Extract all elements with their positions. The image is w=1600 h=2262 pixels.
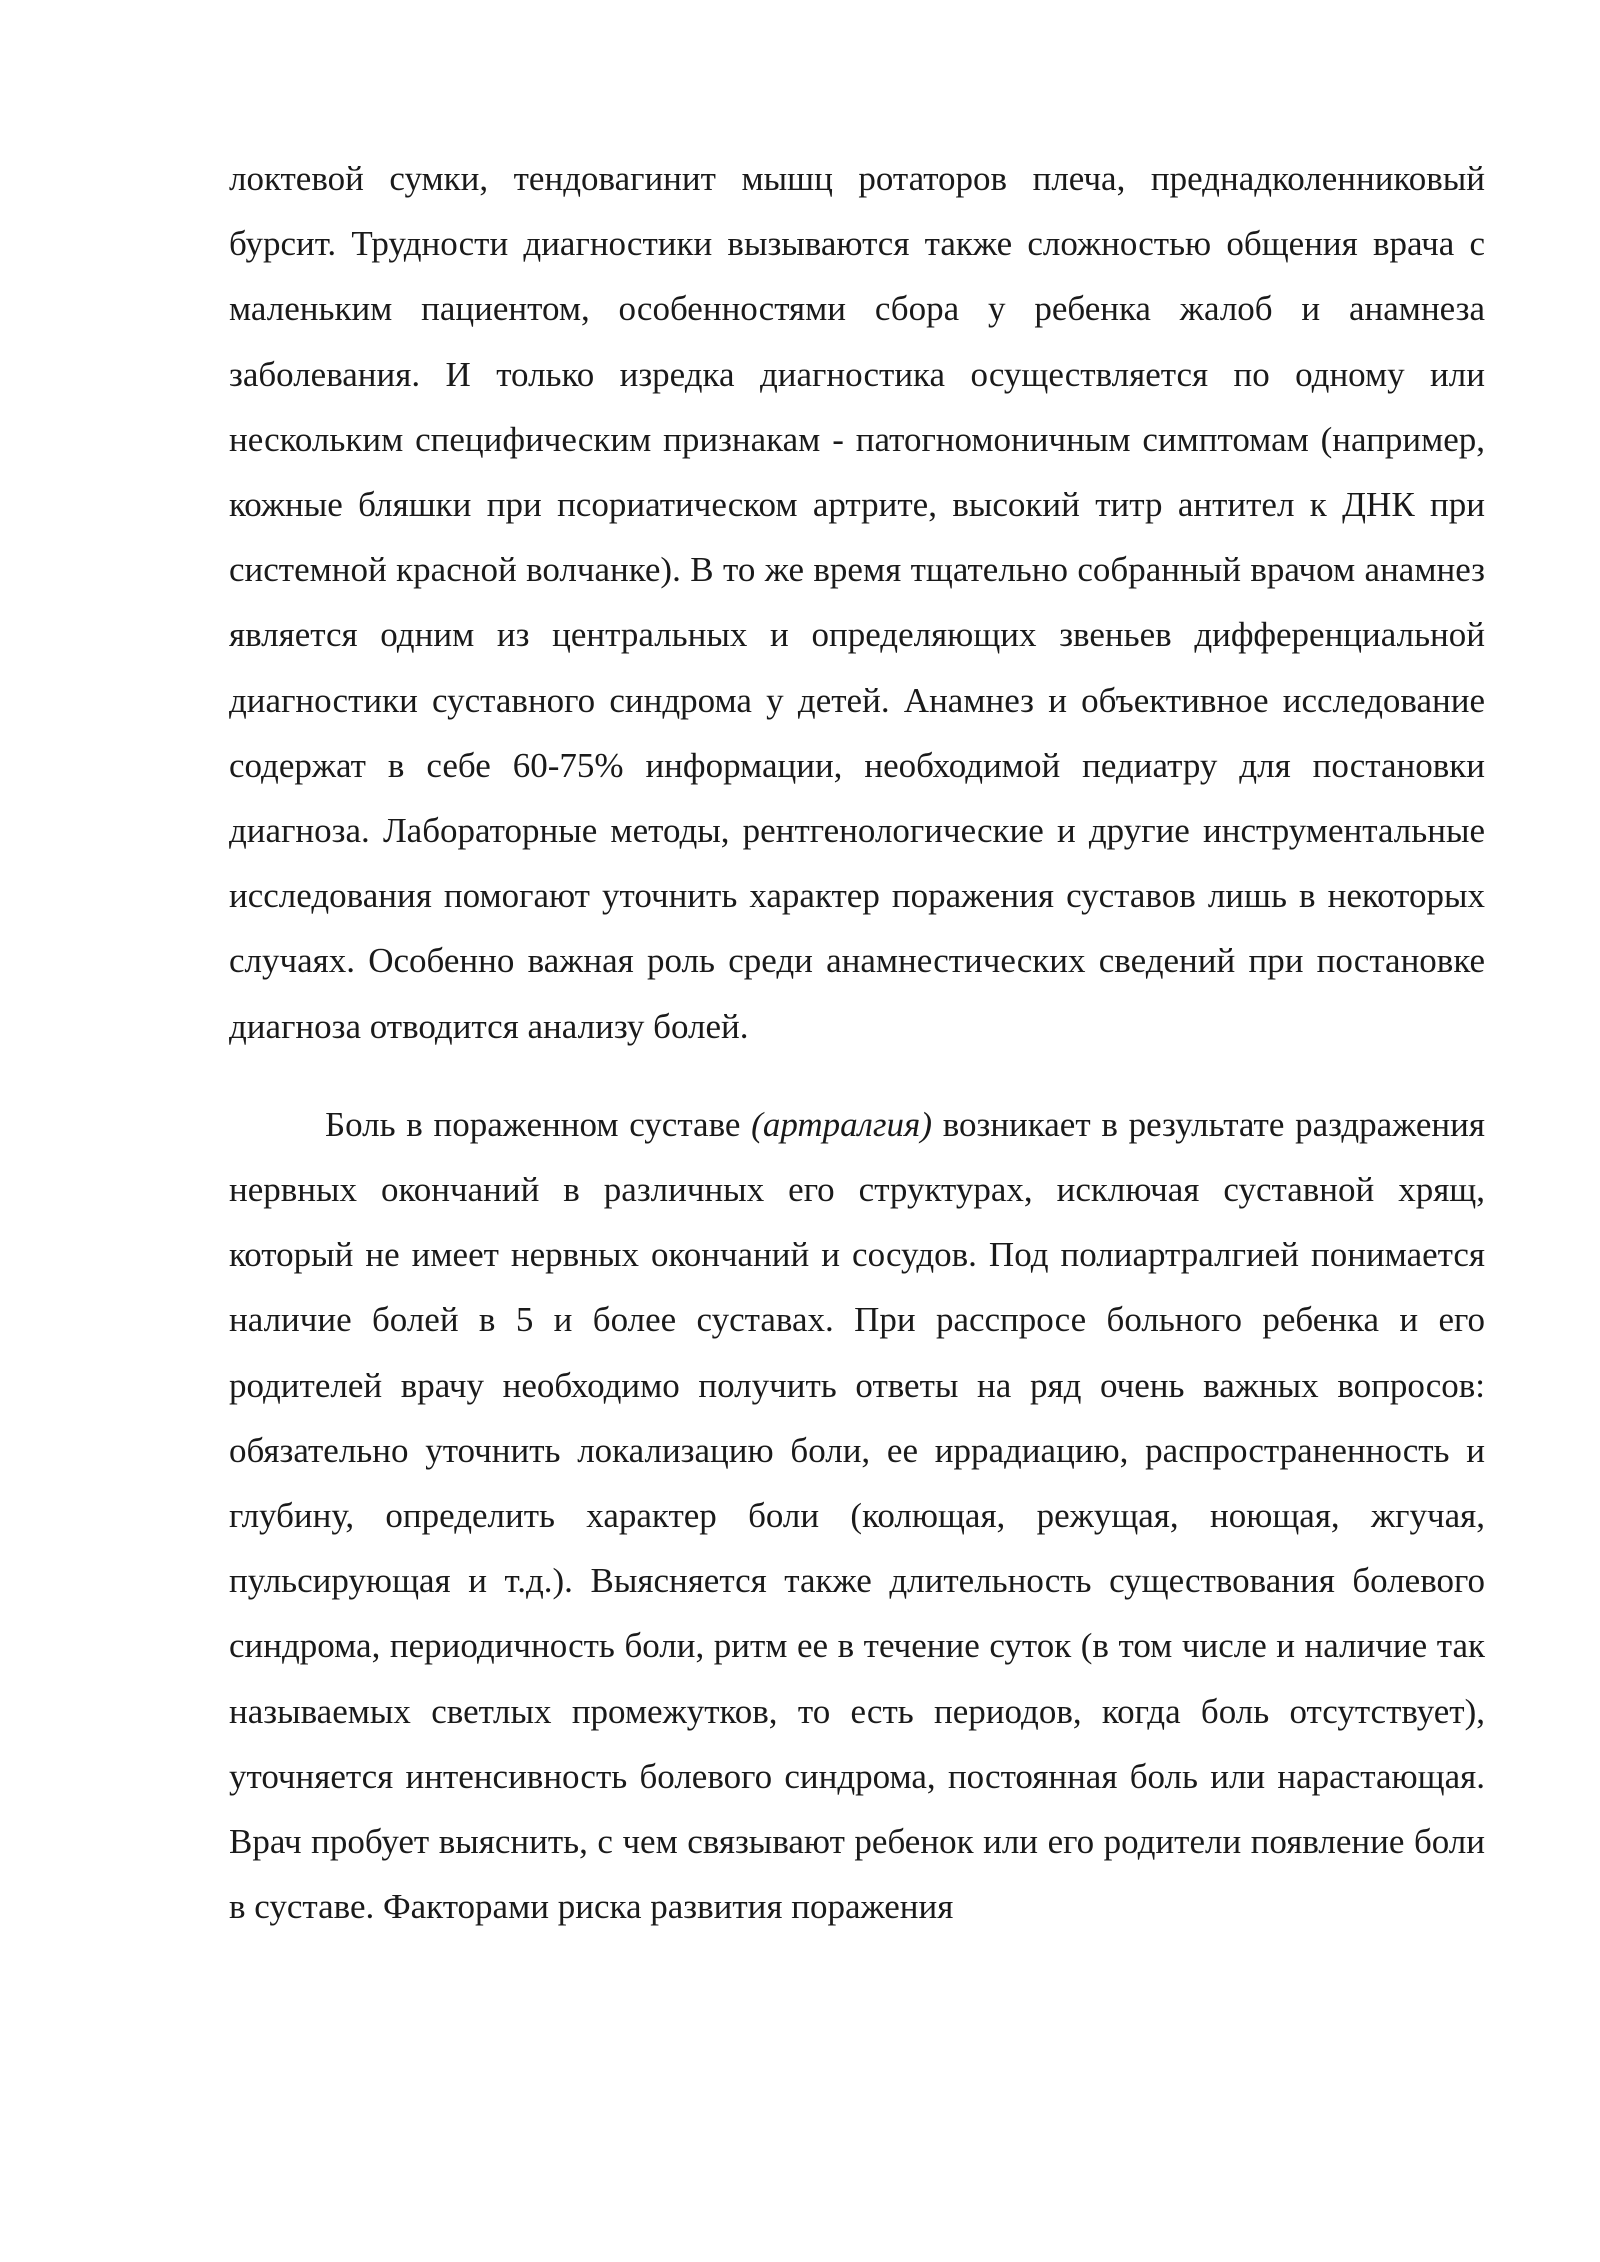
paragraph-1: локтевой сумки, тендовагинит мышц ротаторов плеча, преднадколенниковый бурсит. Трудности диагностики вызываются также сложностью общения врача с маленьким пациентом, особенностями сбора у ребенка жалоб и анамнеза заболевания. И только изредка диагностика осуществляется по одному или нескольким специфическим признакам - патогномоничным симптомам (например, кожные бляшки при псориатическом артрите, высокий титр антител к ДНК при системной красной волчанке). В то же время тщательно собранный врачом анамнез является одним из центральных и определяющих звеньев дифференциальной диагностики суставного синдрома у детей. Анамнез и объективное исследование содержат в себе 60-75% информации, необходимой педиатру для постановки диагноза. Лабораторные методы, рентгенологические и другие инструментальные исследования помогают уточнить характер поражения суставов лишь в некоторых случаях. Особенно важная роль среди анамнестических сведений при постановке диагноза отводится анализу болей. [229, 159, 1485, 1046]
paragraph-2-start: Боль в пораженном суставе [325, 1104, 752, 1144]
document-body [229, 146, 1485, 1939]
term-arthralgia: (артралгия) [751, 1104, 932, 1144]
paragraph-2 [229, 1092, 1485, 1940]
paragraph-2-rest: возникает в результате раздражения нервных окончаний в различных его структурах, исключая суставной хрящ, который не имеет нервных окончаний и сосудов. Под полиартралгией понимается наличие болей в 5 и более суставах. При расспросе больного ребенка и его родителей врачу необходимо получить ответы на ряд очень важных вопросов: обязательно уточнить локализацию боли, ее иррадиацию, распространенность и глубину, определить характер боли (колющая, режущая, ноющая, жгучая, пульсирующая и т.д.). Выясняется также длительность существования болевого синдрома, периодичность боли, ритм ее в течение суток (в том числе и наличие так называемых светлых промежутков, то есть периодов, когда боль отсутствует), уточняется интенсивность болевого синдрома, постоянная боль или нарастающая. Врач пробует выяснить, с чем связывают ребенок или его родители появление боли в суставе. Факторами риска развития поражения [229, 1104, 1485, 1927]
